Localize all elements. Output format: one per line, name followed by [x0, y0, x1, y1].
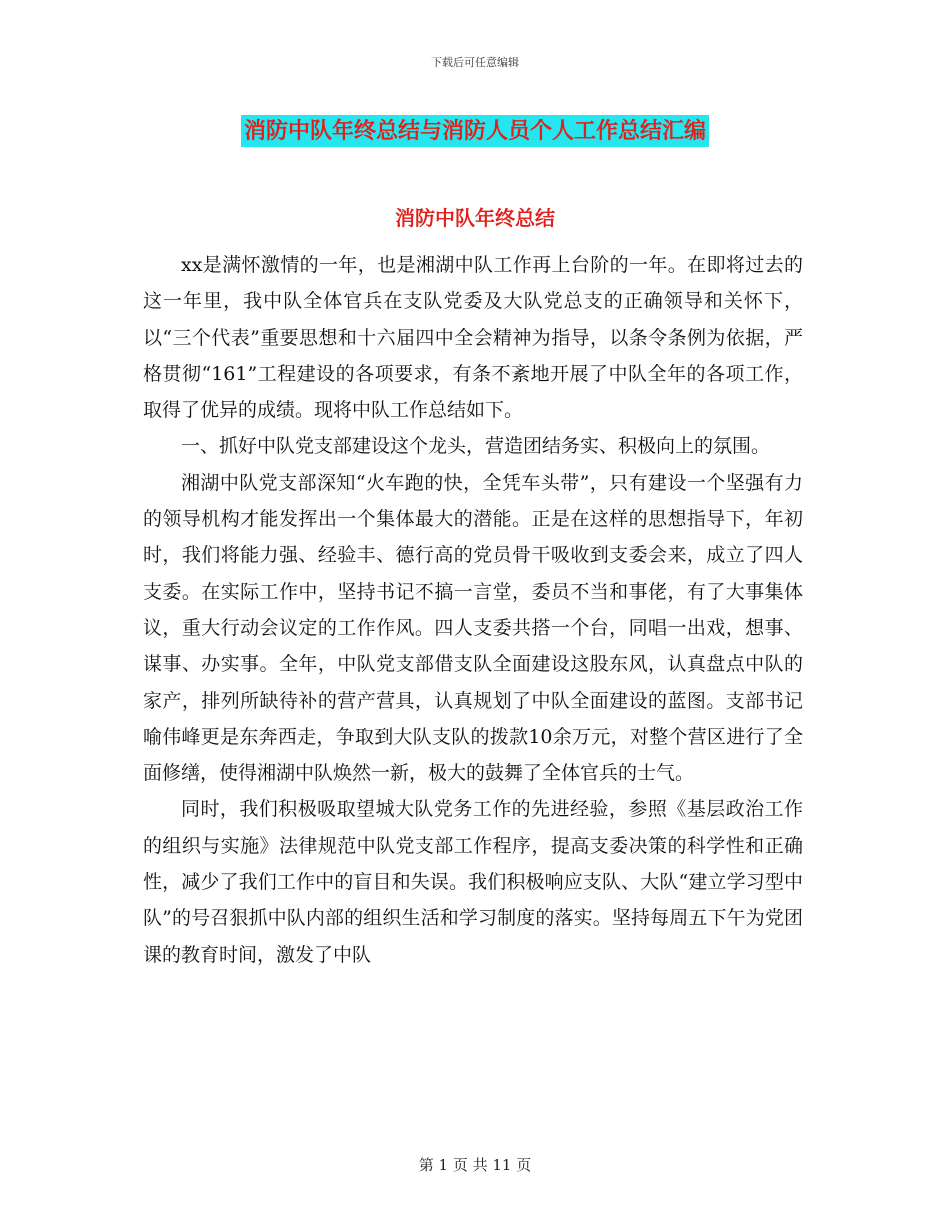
page-number: 第 1 页 共 11 页	[418, 1156, 532, 1174]
document-title	[0, 114, 950, 145]
header-note: 下载后可任意编辑	[431, 56, 519, 69]
paragraph: 湘湖中队党支部深知“火车跑的快，全凭车头带”，只有建设一个坚强有力的领导机构才能发挥出一个集体最大的潜能。正是在这样的思想指导下，年初时，我们将能力强、经验丰、德行高的党员骨干吸收到支委会来，成立了四人支委。在实际工作中，坚持书记不搞一言堂，委员不当和事佬，有了大事集体议，重大行动会议定的工作作风。四人支委共搭一个台，同唱一出戏，想事、谋事、办实事。全年，中队党支部借支队全面建设这股东风，认真盘点中队的家产，排列所缺待补的营产营具，认真规划了中队全面建设的蓝图。支部书记喻伟峰更是东奔西走，争取到大队支队的拨款10余万元，对整个营区进行了全面修缮，使得湘湖中队焕然一新，极大的鼓舞了全体官兵的士气。	[143, 471, 803, 785]
paragraph: 同时，我们积极吸取望城大队党务工作的先进经验，参照《基层政治工作的组织与实施》法律规范中队党支部工作程序，提高支委决策的科学性和正确性，减少了我们工作中的盲目和失误。我们积极响应支队、大队“建立学习型中队”的号召狠抓中队内部的组织生活和学习制度的落实。坚持每周五下午为党团课的教育时间，激发了中队	[143, 798, 803, 966]
body-text	[143, 247, 803, 973]
paragraph: xx是满怀激情的一年，也是湘湖中队工作再上台阶的一年。在即将过去的这一年里，我中队全体官兵在支队党委及大队党总支的正确领导和关怀下，以“三个代表”重要思想和十六届四中全会精神为指导，以条令条例为依据，严格贯彻“161”工程建设的各项要求，有条不紊地开展了中队全年的各项工作，取得了优异的成绩。现将中队工作总结如下。	[143, 254, 803, 422]
paragraph: 一、抓好中队党支部建设这个龙头，营造团结务实、积极向上的氛围。	[181, 435, 771, 458]
section-title: 消防中队年终总结	[395, 206, 555, 230]
document-title-text: 消防中队年终总结与消防人员个人工作总结汇编	[241, 115, 709, 147]
